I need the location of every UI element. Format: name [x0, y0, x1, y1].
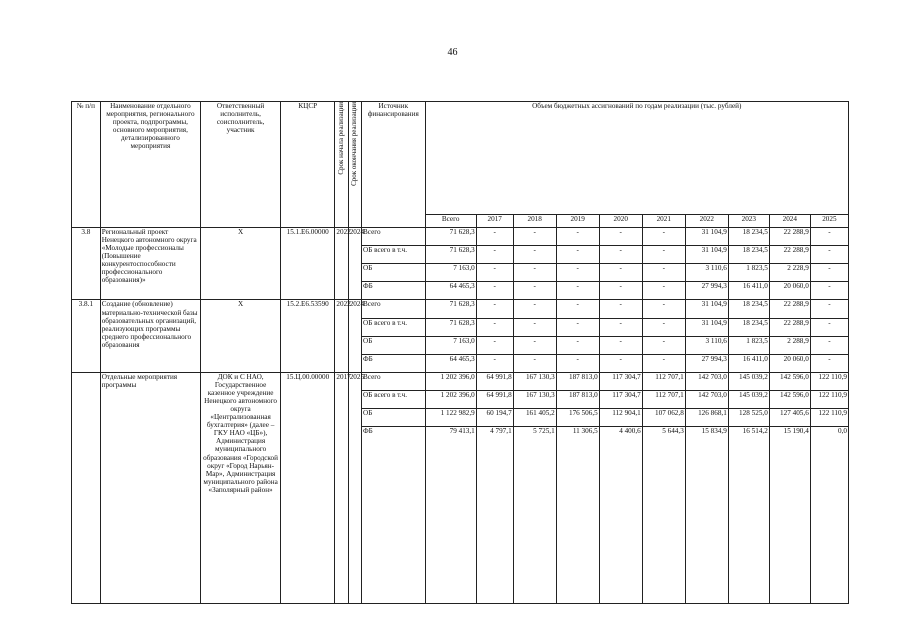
row-source: ОБ	[362, 409, 426, 427]
value-cell: 3 110,6	[685, 264, 728, 282]
row-number	[72, 372, 101, 603]
year-header: 2020	[599, 215, 642, 228]
row-kcsr: 15.1.Е6.00000	[281, 228, 335, 300]
budget-table	[71, 101, 849, 604]
value-cell: 5 644,3	[642, 427, 685, 604]
value-cell: -	[556, 246, 599, 264]
value-cell: 122 110,9	[810, 372, 848, 390]
value-cell: -	[810, 282, 848, 300]
year-header: 2018	[513, 215, 556, 228]
value-cell: 112 707,1	[642, 372, 685, 390]
value-cell: 2 288,9	[769, 336, 810, 354]
value-cell: -	[556, 282, 599, 300]
value-cell: 167 130,3	[513, 372, 556, 390]
value-cell: 64 991,8	[476, 390, 513, 408]
value-cell: -	[556, 300, 599, 318]
value-cell: -	[513, 228, 556, 246]
value-cell: 22 288,9	[769, 318, 810, 336]
value-cell: 64 465,3	[425, 354, 476, 372]
value-cell: 145 039,2	[728, 372, 769, 390]
value-cell: -	[642, 228, 685, 246]
value-cell: 161 405,2	[513, 409, 556, 427]
value-cell: 20 060,0	[769, 354, 810, 372]
value-cell: 31 104,9	[685, 228, 728, 246]
year-header: 2025	[810, 215, 848, 228]
value-cell: 18 234,5	[728, 228, 769, 246]
row-responsible: Х	[201, 300, 281, 372]
row-source: ФБ	[362, 354, 426, 372]
row-source: ОБ	[362, 264, 426, 282]
value-cell: 1 823,5	[728, 336, 769, 354]
value-cell: 187 813,0	[556, 372, 599, 390]
value-cell: 22 288,9	[769, 228, 810, 246]
value-cell: 20 060,0	[769, 282, 810, 300]
value-cell: 142 596,0	[769, 390, 810, 408]
value-cell: -	[556, 336, 599, 354]
value-cell: 15 190,4	[769, 427, 810, 604]
table-body	[72, 228, 849, 604]
row-start: 2022	[335, 228, 348, 300]
page-number: 46	[447, 47, 458, 58]
value-cell: -	[810, 228, 848, 246]
value-cell: 4 400,6	[599, 427, 642, 604]
value-cell: -	[810, 246, 848, 264]
header-start	[335, 102, 348, 228]
value-cell: 60 194,7	[476, 409, 513, 427]
value-cell: -	[513, 246, 556, 264]
value-cell: 27 994,3	[685, 282, 728, 300]
value-cell: -	[599, 264, 642, 282]
value-cell: -	[599, 282, 642, 300]
header-name: Наименование отдельного мероприятия, регионального проекта, подпрограммы, основного мероприятия, детализированного мероприятия	[100, 102, 200, 228]
value-cell: 11 306,5	[556, 427, 599, 604]
value-cell: 127 405,6	[769, 409, 810, 427]
value-cell: 0,0	[810, 427, 848, 604]
value-cell: 18 234,5	[728, 318, 769, 336]
value-cell: 16 411,0	[728, 354, 769, 372]
row-source: ОБ всего в т.ч.	[362, 390, 426, 408]
value-cell: -	[810, 354, 848, 372]
value-cell: 22 288,9	[769, 246, 810, 264]
value-cell: 1 202 396,0	[425, 390, 476, 408]
value-cell: 79 413,1	[425, 427, 476, 604]
value-cell: 31 104,9	[685, 246, 728, 264]
year-header: 2023	[728, 215, 769, 228]
value-cell: -	[642, 246, 685, 264]
value-cell: 18 234,5	[728, 300, 769, 318]
value-cell: -	[810, 264, 848, 282]
value-cell: -	[642, 318, 685, 336]
value-cell: 128 525,0	[728, 409, 769, 427]
value-cell: -	[642, 336, 685, 354]
year-header: 2019	[556, 215, 599, 228]
value-cell: -	[476, 354, 513, 372]
value-cell: 71 628,3	[425, 246, 476, 264]
year-header: Всего	[425, 215, 476, 228]
value-cell: -	[599, 300, 642, 318]
row-responsible: Х	[201, 228, 281, 300]
value-cell: 142 596,0	[769, 372, 810, 390]
row-kcsr: 15.Ц.00.00000	[281, 372, 335, 603]
value-cell: 187 813,0	[556, 390, 599, 408]
value-cell: 71 628,3	[425, 228, 476, 246]
value-cell: -	[476, 282, 513, 300]
value-cell: 167 130,3	[513, 390, 556, 408]
value-cell: 145 039,2	[728, 390, 769, 408]
value-cell: -	[599, 246, 642, 264]
row-start: 2017	[335, 372, 348, 603]
header-start-label: Срок начала реализации	[336, 102, 345, 175]
value-cell: -	[476, 246, 513, 264]
value-cell: 16 514,2	[728, 427, 769, 604]
row-source: ФБ	[362, 282, 426, 300]
value-cell: 64 991,8	[476, 372, 513, 390]
value-cell: -	[513, 336, 556, 354]
value-cell: -	[642, 354, 685, 372]
header-end-label: Срок окончания реализации	[349, 102, 358, 186]
header-num: № п/п	[72, 102, 101, 228]
row-end: 2024	[348, 300, 361, 372]
value-cell: 142 703,0	[685, 390, 728, 408]
value-cell: 31 104,9	[685, 318, 728, 336]
value-cell: 117 304,7	[599, 390, 642, 408]
row-kcsr: 15.2.Е6.53590	[281, 300, 335, 372]
value-cell: 3 110,6	[685, 336, 728, 354]
value-cell: 31 104,9	[685, 300, 728, 318]
header-responsible: Ответственный исполнитель, соисполнитель, участник	[201, 102, 281, 228]
table-row	[72, 300, 849, 318]
value-cell: -	[810, 300, 848, 318]
value-cell: 1 823,5	[728, 264, 769, 282]
value-cell: -	[513, 318, 556, 336]
value-cell: -	[476, 228, 513, 246]
value-cell: -	[810, 336, 848, 354]
value-cell: 7 163,0	[425, 336, 476, 354]
header-row	[72, 102, 849, 215]
table-row	[72, 228, 849, 246]
row-source: ОБ всего в т.ч.	[362, 246, 426, 264]
row-source: Всего	[362, 228, 426, 246]
row-end: 2025	[348, 372, 361, 603]
value-cell: 112 707,1	[642, 390, 685, 408]
value-cell: 16 411,0	[728, 282, 769, 300]
value-cell: 122 110,9	[810, 390, 848, 408]
value-cell: 15 834,9	[685, 427, 728, 604]
row-source: Всего	[362, 300, 426, 318]
table-row	[72, 372, 849, 390]
row-start: 2022	[335, 300, 348, 372]
value-cell: 71 628,3	[425, 300, 476, 318]
row-source: ОБ	[362, 336, 426, 354]
value-cell: -	[476, 264, 513, 282]
value-cell: 2 228,9	[769, 264, 810, 282]
value-cell: 117 304,7	[599, 372, 642, 390]
value-cell: -	[513, 300, 556, 318]
value-cell: -	[513, 282, 556, 300]
value-cell: 112 904,1	[599, 409, 642, 427]
row-source: ОБ всего в т.ч.	[362, 318, 426, 336]
value-cell: 126 868,1	[685, 409, 728, 427]
year-header: 2021	[642, 215, 685, 228]
value-cell: 18 234,5	[728, 246, 769, 264]
value-cell: 4 797,1	[476, 427, 513, 604]
value-cell: -	[599, 228, 642, 246]
row-responsible: ДОК и С НАО, Государственное казенное учреждение Ненецкого автономного округа «Централизованная бухгалтерия» (далее – ГКУ НАО «ЦБ»), Администрация муниципального образования «Городской округ «Город Нарьян-Мар», Администрация муниципального района «Заполярный район»	[201, 372, 281, 603]
value-cell: -	[476, 300, 513, 318]
year-header: 2024	[769, 215, 810, 228]
row-name: Создание (обновление) материально-технической базы образовательных организаций, реализующих программы среднего профессионального образования	[100, 300, 200, 372]
header-end	[348, 102, 361, 228]
value-cell: 71 628,3	[425, 318, 476, 336]
value-cell: -	[556, 354, 599, 372]
value-cell: 22 288,9	[769, 300, 810, 318]
value-cell: 107 062,8	[642, 409, 685, 427]
value-cell: 5 725,1	[513, 427, 556, 604]
row-name: Региональный проект Ненецкого автономного округа «Молодые профессионалы (Повышение конкурентоспособности профессионального образования)»	[100, 228, 200, 300]
value-cell: 27 994,3	[685, 354, 728, 372]
value-cell: 7 163,0	[425, 264, 476, 282]
row-source: ФБ	[362, 427, 426, 604]
value-cell: -	[642, 282, 685, 300]
value-cell: -	[556, 318, 599, 336]
header-volume: Объем бюджетных ассигнований по годам реализации (тыс. рублей)	[425, 102, 848, 215]
value-cell: 122 110,9	[810, 409, 848, 427]
value-cell: -	[513, 354, 556, 372]
row-name: Отдельные мероприятия программы	[100, 372, 200, 603]
value-cell: -	[599, 318, 642, 336]
value-cell: -	[810, 318, 848, 336]
row-end: 2024	[348, 228, 361, 300]
row-number: 3.8	[72, 228, 101, 300]
value-cell: -	[599, 354, 642, 372]
row-source: Всего	[362, 372, 426, 390]
value-cell: 1 122 982,9	[425, 409, 476, 427]
value-cell: -	[599, 336, 642, 354]
value-cell: -	[642, 300, 685, 318]
value-cell: -	[642, 264, 685, 282]
value-cell: -	[513, 264, 556, 282]
header-kcsr: КЦСР	[281, 102, 335, 228]
value-cell: 64 465,3	[425, 282, 476, 300]
value-cell: 142 703,0	[685, 372, 728, 390]
value-cell: -	[476, 336, 513, 354]
header-source: Источник финансирования	[362, 102, 426, 228]
value-cell: -	[556, 228, 599, 246]
value-cell: -	[476, 318, 513, 336]
year-header: 2017	[476, 215, 513, 228]
row-number: 3.8.1	[72, 300, 101, 372]
value-cell: -	[556, 264, 599, 282]
value-cell: 176 506,5	[556, 409, 599, 427]
value-cell: 1 202 396,0	[425, 372, 476, 390]
year-header: 2022	[685, 215, 728, 228]
